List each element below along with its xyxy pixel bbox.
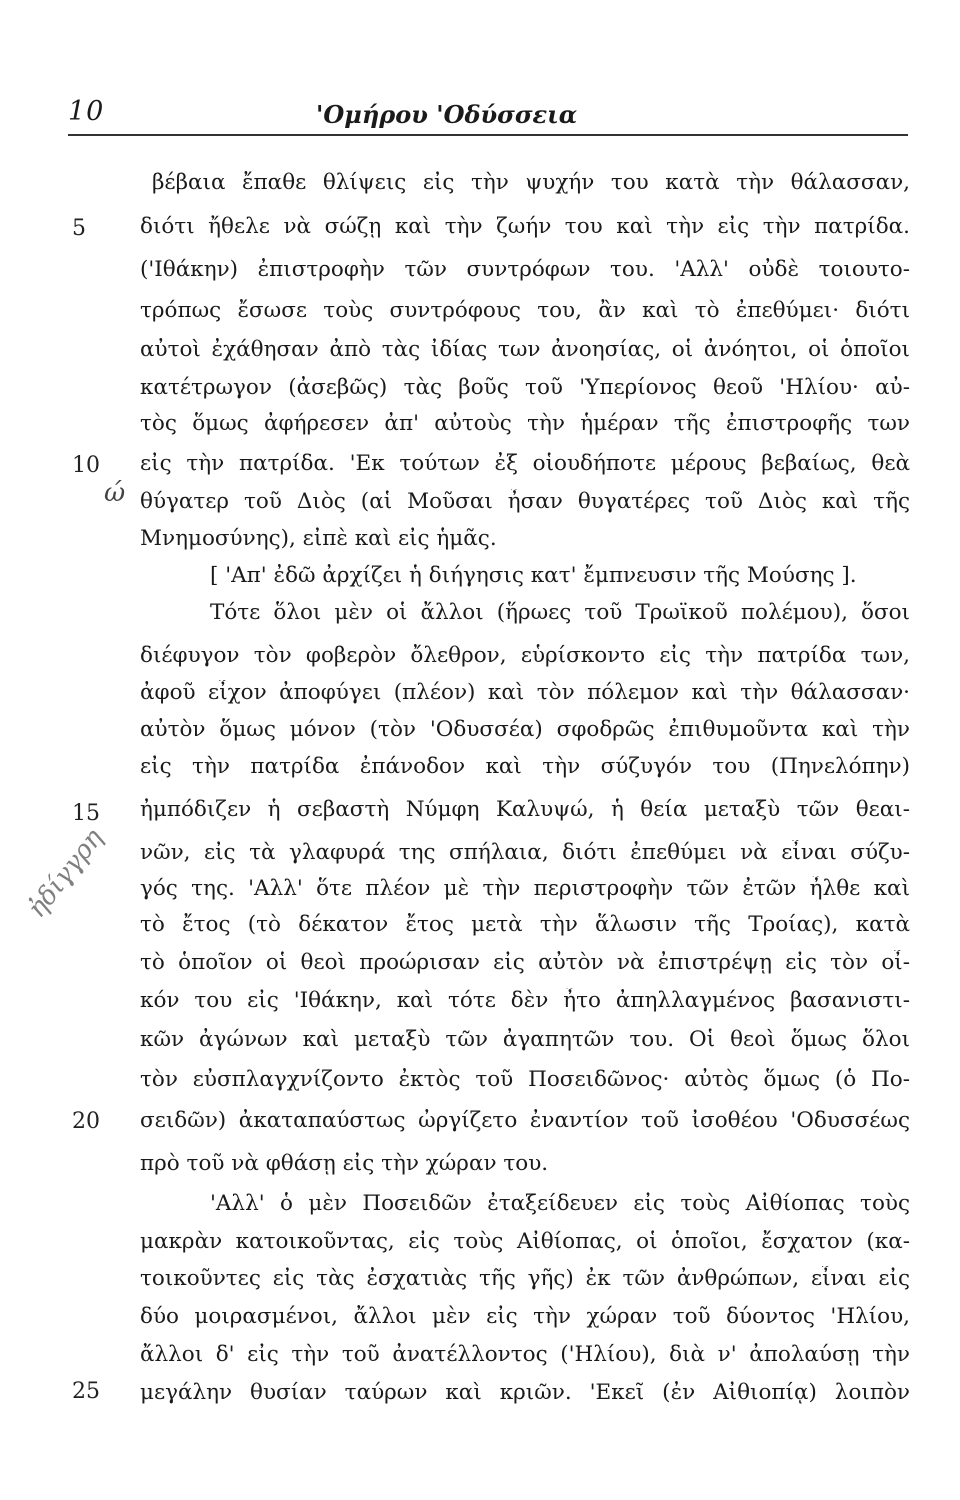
text-line: τρόπως ἔσωσε τοὺς συντρόφους του, ἂν καὶ τὸ ἐπεθύμει· διότι [140, 298, 910, 323]
handwritten-margin-mark: ώ [104, 478, 126, 508]
line-number-20: 20 [72, 1109, 100, 1134]
text-line: μακρὰν κατοικοῦντας, εἰς τοὺς Αἰθίοπας, οἱ ὁποῖοι, ἔσχατον (κα- [140, 1229, 910, 1254]
text-line: ('Ιθάκην) ἐπιστροφὴν τῶν συντρόφων του. 'Αλλ' οὐδὲ τοιουτο- [140, 257, 910, 282]
text-line: νῶν, εἰς τὰ γλαφυρά της σπήλαια, διότι ἐπεθύμει νὰ εἶναι σύζυ- [140, 840, 910, 865]
text-line: θύγατερ τοῦ Διὸς (αἱ Μοῦσαι ἦσαν θυγατέρες τοῦ Διὸς καὶ τῆς [140, 489, 910, 514]
page-header [68, 96, 908, 136]
text-line: 'Αλλ' ὁ μὲν Ποσειδῶν ἐταξείδευεν εἰς τοὺς Αἰθίοπας τοὺς [210, 1191, 910, 1216]
line-number-10: 10 [72, 453, 100, 478]
text-line: διέφυγον τὸν φοβερὸν ὄλεθρον, εὑρίσκοντο εἰς τὴν πατρίδα των, [140, 643, 910, 668]
text-line: κατέτρωγον (ἀσεβῶς) τὰς βοῦς τοῦ 'Υπερίονος θεοῦ 'Ηλίου· αὐ- [140, 375, 910, 400]
text-line: κῶν ἀγώνων καὶ μεταξὺ τῶν ἀγαπητῶν του. Οἱ θεοὶ ὅμως ὅλοι [140, 1027, 910, 1052]
text-line: αὐτὸν ὅμως μόνον (τὸν 'Οδυσσέα) σφοδρῶς ἐπιθυμοῦντα καὶ τὴν [140, 717, 910, 742]
page-number: 10 [68, 96, 105, 127]
text-line: μεγάλην θυσίαν ταύρων καὶ κριῶν. 'Εκεῖ (ἐν Αἰθιοπίᾳ) λοιπὸν [140, 1380, 910, 1405]
text-line: Τότε ὅλοι μὲν οἱ ἄλλοι (ἥρωες τοῦ Τρωϊκοῦ πολέμου), ὅσοι [210, 600, 910, 625]
text-line: σειδῶν) ἀκαταπαύστως ὠργίζετο ἐναντίον τοῦ ἰσοθέου 'Οδυσσέως [140, 1108, 910, 1133]
text-line: τὸς ὅμως ἀφήρεσεν ἀπ' αὐτοὺς τὴν ἡμέραν τῆς ἐπιστροφῆς των [140, 411, 910, 436]
text-line: ἀφοῦ εἶχον ἀποφύγει (πλέον) καὶ τὸν πόλεμον καὶ τὴν θάλασσαν· [140, 680, 910, 705]
header-rule [68, 134, 908, 136]
text-line: τὸν εὐσπλαγχνίζοντο ἐκτὸς τοῦ Ποσειδῶνος· αὐτὸς ὅμως (ὁ Πο- [140, 1067, 910, 1092]
text-line: τοικοῦντες εἰς τὰς ἐσχατιὰς τῆς γῆς) ἐκ τῶν ἀνθρώπων, εἶναι εἰς [140, 1266, 910, 1291]
text-line: ἠμπόδιζεν ἡ σεβαστὴ Νύμφη Καλυψώ, ἡ θεία μεταξὺ τῶν θεαι- [140, 797, 910, 822]
text-line: τὸ ἔτος (τὸ δέκατον ἔτος μετὰ τὴν ἅλωσιν τῆς Τροίας), κατὰ [140, 912, 910, 937]
text-line: γός της. 'Αλλ' ὅτε πλέον μὲ τὴν περιστροφὴν τῶν ἐτῶν ἦλθε καὶ [140, 876, 910, 901]
line-number-15: 15 [72, 801, 100, 826]
text-line: ἄλλοι δ' εἰς τὴν τοῦ ἀνατέλλοντος ('Ηλίου), διὰ ν' ἀπολαύσῃ τὴν [140, 1342, 910, 1367]
line-number-5: 5 [72, 216, 86, 241]
text-line: [ 'Απ' ἐδῶ ἀρχίζει ἡ διήγησις κατ' ἔμπνευσιν τῆς Μούσης ]. [210, 563, 857, 588]
text-line: κόν του εἰς 'Ιθάκην, καὶ τότε δὲν ἦτο ἀπηλλαγμένος βασανιστι- [140, 988, 910, 1013]
text-line: αὐτοὶ ἐχάθησαν ἀπὸ τὰς ἰδίας των ἀνοησίας, οἱ ἀνόητοι, οἱ ὁποῖοι [140, 337, 910, 362]
text-line: δύο μοιρασμένοι, ἄλλοι μὲν εἰς τὴν χώραν τοῦ δύοντος 'Ηλίου, [140, 1304, 910, 1329]
text-line: πρὸ τοῦ νὰ φθάσῃ εἰς τὴν χώραν του. [140, 1151, 549, 1176]
line-number-25: 25 [72, 1379, 100, 1404]
handwritten-margin-note: ἠδίγγρη [22, 823, 110, 924]
text-line: βέβαια ἔπαθε θλίψεις εἰς τὴν ψυχήν του κατὰ τὴν θάλασσαν, [152, 170, 910, 195]
running-title: 'Ομήρου 'Οδύσσεια [316, 100, 578, 129]
text-line: εἰς τὴν πατρίδα ἐπάνοδον καὶ τὴν σύζυγόν του (Πηνελόπην) [140, 754, 910, 779]
text-line: Μνημοσύνης), εἰπὲ καὶ εἰς ἡμᾶς. [140, 526, 497, 551]
text-line: τὸ ὁποῖον οἱ θεοὶ προώρισαν εἰς αὐτὸν νὰ ἐπιστρέψῃ εἰς τὸν οἶ- [140, 950, 910, 975]
text-line: διότι ἤθελε νὰ σώζῃ καὶ τὴν ζωήν του καὶ τὴν εἰς τὴν πατρίδα. [140, 214, 910, 239]
text-line: εἰς τὴν πατρίδα. 'Εκ τούτων ἐξ οἱουδήποτε μέρους βεβαίως, θεὰ [140, 451, 910, 476]
